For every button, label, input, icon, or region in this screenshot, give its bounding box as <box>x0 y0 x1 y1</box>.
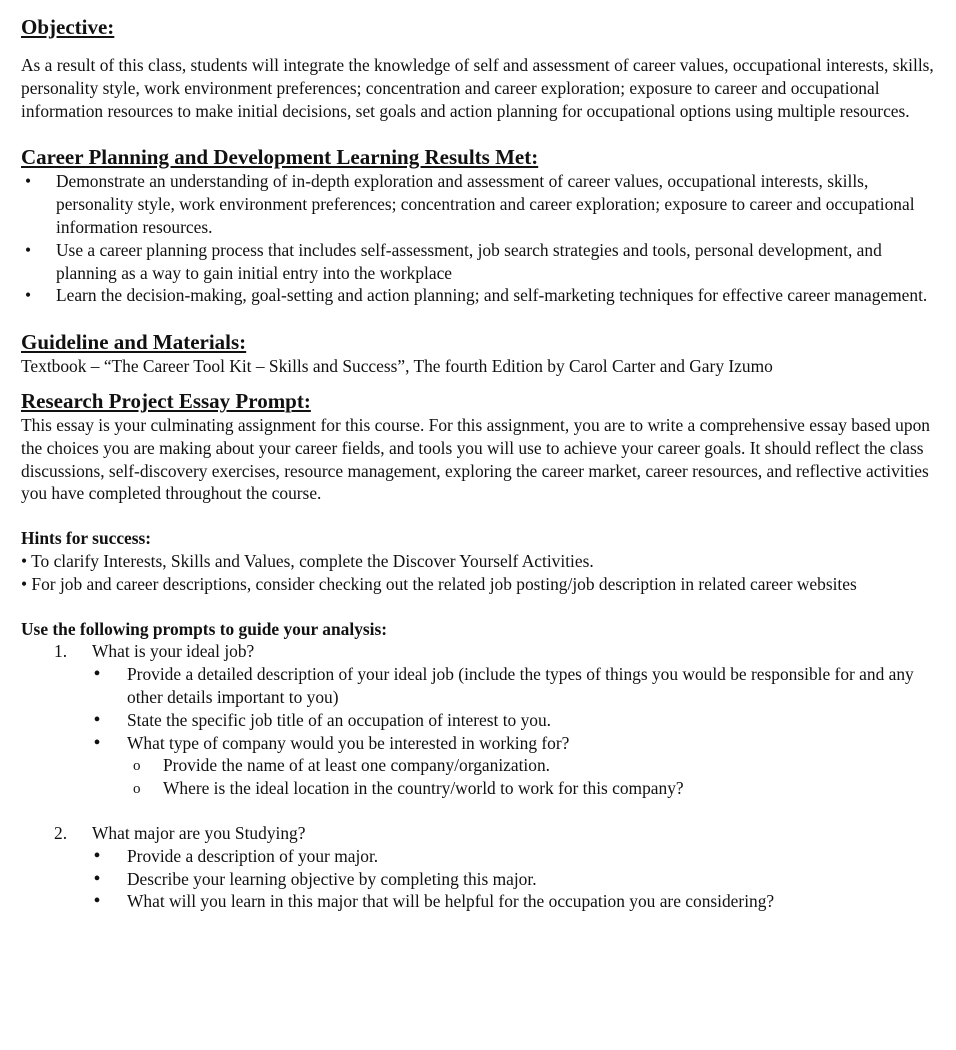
bullet-icon: • <box>93 708 101 731</box>
list-item <box>92 868 946 891</box>
prompt-bullets <box>92 663 946 800</box>
spacer <box>21 800 946 822</box>
objective-body: As a result of this class, students will integrate the knowledge of self and assessment of career values, occupational interests, skills, personality style, work environment preferences; concentration and career exploration; exposure to career and occupational information resources to make initial decisions, set goals and action planning for occupational options using multiple resources. <box>21 55 934 121</box>
prompt-item <box>21 640 946 800</box>
prompts-label: Use the following prompts to guide your analysis: <box>21 618 388 639</box>
hints-label: Hints for success: <box>21 528 152 549</box>
list-item <box>21 170 946 238</box>
bullet-icon: • <box>93 731 101 754</box>
list-item-text: Learn the decision-making, goal-setting and action planning; and self-marketing techniques for effective career management. <box>56 285 928 306</box>
research-heading: Research Project Essay Prompt: <box>21 388 311 413</box>
prompt-item <box>21 822 946 913</box>
objective-heading: Objective: <box>21 15 115 39</box>
circle-bullet-icon: o <box>133 758 141 775</box>
prompt-number: 2. <box>54 822 68 843</box>
list-item <box>92 732 946 800</box>
learning-results-heading: Career Planning and Development Learning Results Met: <box>21 145 539 170</box>
list-item <box>92 663 946 709</box>
guideline-body: Textbook – “The Career Tool Kit – Skills and Success”, The fourth Edition by Carol Carter and Gary Izumo <box>21 356 773 377</box>
list-item <box>92 845 946 868</box>
list-item-text: Provide a detailed description of your ideal job (include the types of things you would be responsible for and any other details important to you) <box>127 664 914 707</box>
list-item-text: Describe your learning objective by completing this major. <box>127 868 537 889</box>
document-page <box>21 14 946 913</box>
learning-results-list <box>21 170 946 307</box>
prompts-list <box>21 640 946 913</box>
bullet-icon: • <box>24 239 32 260</box>
bullet-icon: • <box>93 890 101 913</box>
list-item <box>127 777 946 800</box>
guideline-heading: Guideline and Materials: <box>21 330 247 355</box>
list-item-text: Where is the ideal location in the country/world to work for this company? <box>163 778 684 799</box>
list-item-text: Provide the name of at least one company/organization. <box>163 755 550 776</box>
hint-line: • For job and career descriptions, consider checking out the related job posting/job description in related career websites <box>21 573 857 594</box>
list-item-text: Demonstrate an understanding of in-depth exploration and assessment of career values, occupational interests, skills, personality style, work environment preferences; concentration and career exploration; exposure to career and occupational information resources. <box>56 171 915 237</box>
hint-line: • To clarify Interests, Skills and Values, complete the Discover Yourself Activities. <box>21 550 594 571</box>
prompt-text: What major are you Studying? <box>92 822 306 843</box>
list-item <box>21 284 946 307</box>
bullet-icon: • <box>24 285 32 306</box>
list-item <box>127 754 946 777</box>
prompt-sub-bullets <box>127 754 946 800</box>
list-item-text: Provide a description of your major. <box>127 845 379 866</box>
bullet-icon: • <box>24 171 32 192</box>
bullet-icon: • <box>93 663 101 686</box>
list-item <box>21 239 946 285</box>
prompt-text: What is your ideal job? <box>92 641 255 662</box>
circle-bullet-icon: o <box>133 781 141 798</box>
prompt-bullets <box>92 845 946 913</box>
list-item-text: What type of company would you be interested in working for? <box>127 732 570 753</box>
list-item-text: What will you learn in this major that will be helpful for the occupation you are considering? <box>127 891 775 912</box>
research-body: This essay is your culminating assignment for this course. For this assignment, you are to write a comprehensive essay based upon the choices you are making about your career fields, and tools you will use to achieve your career goals. It should reflect the class discussions, self-discovery exercises, resource management, exploring the career market, career resources, and reflective activities you have completed throughout the course. <box>21 414 930 504</box>
list-item-text: State the specific job title of an occupation of interest to you. <box>127 709 552 730</box>
list-item-text: Use a career planning process that includes self-assessment, job search strategies and tools, personal development, and planning as a way to gain initial entry into the workplace <box>56 239 882 283</box>
list-item <box>92 709 946 732</box>
bullet-icon: • <box>93 867 101 890</box>
prompt-number: 1. <box>54 641 68 662</box>
bullet-icon: • <box>93 844 101 867</box>
list-item <box>92 890 946 913</box>
